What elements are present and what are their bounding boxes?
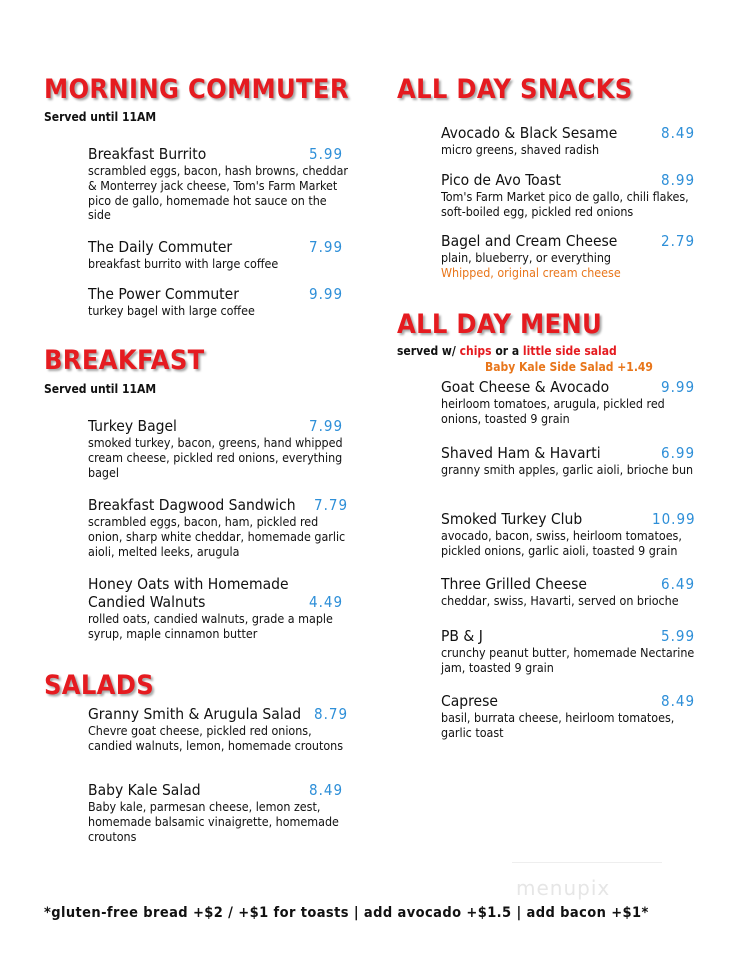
item-name: The Daily Commuter [88, 238, 233, 256]
item-description: rolled oats, candied walnuts, grade a maple syrup, maple cinnamon butter [88, 611, 333, 641]
menu-item [88, 496, 352, 559]
item-name: Baby Kale Salad [88, 781, 201, 799]
item-description: Baby kale, parmesan cheese, lemon zest, homemade balsamic vinaigrette, homemade croutons [88, 799, 339, 844]
menu-item [441, 575, 703, 609]
menu-item [88, 781, 352, 844]
item-description: turkey bagel with large coffee [88, 303, 255, 318]
menu-item [441, 510, 709, 559]
item-name: Shaved Ham & Havarti [441, 444, 601, 462]
item-name: Pico de Avo Toast [441, 171, 561, 189]
item-price: 7.99 [309, 417, 344, 435]
item-name: Smoked Turkey Club [441, 510, 583, 528]
item-name: Turkey Bagel [88, 417, 177, 435]
served-chips: chips [459, 344, 492, 358]
watermark-rule [512, 862, 662, 863]
item-price: 8.49 [661, 692, 696, 710]
morning-commuter-heading: MORNING COMMUTER [44, 74, 349, 105]
item-price: 6.99 [661, 444, 696, 462]
item-description: breakfast burrito with large coffee [88, 256, 279, 271]
item-price: 9.99 [309, 285, 344, 303]
item-price: 9.99 [661, 378, 696, 396]
item-description: scrambled eggs, bacon, hash browns, cheddar & Monterrey jack cheese, Tom's Farm Market pico de gallo, homemade hot sauce on the side [88, 163, 348, 223]
salads-heading: SALADS [44, 670, 155, 701]
menu-item [88, 705, 352, 754]
menu-item [441, 171, 703, 220]
item-name: Bagel and Cream Cheese [441, 232, 618, 250]
menu-item [88, 417, 352, 480]
item-price: 10.99 [652, 510, 696, 528]
menu-item [88, 285, 350, 319]
item-price: 4.49 [309, 593, 344, 611]
item-name: Avocado & Black Sesame [441, 124, 618, 142]
breakfast-heading: BREAKFAST [44, 345, 205, 376]
menu-item [88, 145, 350, 223]
footer-addons: *gluten-free bread +$2 / +$1 for toasts | add avocado +$1.5 | add bacon +$1* [44, 905, 649, 921]
menu-item [88, 238, 350, 272]
item-description: basil, burrata cheese, heirloom tomatoes, garlic toast [441, 710, 675, 740]
breakfast-served-note: Served until 11AM [44, 382, 157, 396]
item-description: scrambled eggs, bacon, ham, pickled red onion, sharp white cheddar, homemade garlic aioli, melted leeks, arugula [88, 514, 346, 559]
item-description: plain, blueberry, or everything [441, 250, 612, 265]
item-name: PB & J [441, 627, 483, 645]
item-description: Tom's Farm Market pico de gallo, chili flakes, soft-boiled egg, pickled red onions [441, 189, 689, 219]
served-prefix: served w/ [397, 344, 456, 358]
item-name: Honey Oats with Homemade [88, 575, 289, 593]
item-price: 7.99 [309, 238, 344, 256]
item-description: cheddar, swiss, Havarti, served on brioche [441, 593, 679, 608]
item-price: 8.99 [661, 171, 696, 189]
item-description: heirloom tomatoes, arugula, pickled red onions, toasted 9 grain [441, 396, 665, 426]
all-day-menu-heading: ALL DAY MENU [397, 309, 603, 340]
item-price: 5.99 [309, 145, 344, 163]
menu-item [441, 378, 703, 427]
kale-upsell: Baby Kale Side Salad +1.49 [485, 360, 653, 374]
menu-item [441, 232, 703, 281]
served-with-note [397, 344, 617, 358]
item-price: 8.49 [661, 124, 696, 142]
item-name: Goat Cheese & Avocado [441, 378, 610, 396]
cream-cheese-note: Whipped, original cream cheese [441, 264, 621, 280]
item-name: The Power Commuter [88, 285, 239, 303]
menu-item [441, 692, 703, 741]
item-price: 2.79 [661, 232, 696, 250]
item-description: smoked turkey, bacon, greens, hand whipped cream cheese, pickled red onions, everything bagel [88, 435, 343, 480]
item-name-line-2: Candied Walnuts [88, 593, 206, 611]
item-price: 6.49 [661, 575, 696, 593]
item-name: Three Grilled Cheese [441, 575, 587, 593]
menu-item [441, 627, 703, 676]
item-description: granny smith apples, garlic aioli, brioche bun [441, 462, 694, 477]
served-or: or a [495, 344, 520, 358]
served-salad: little side salad [522, 344, 617, 358]
menu-item [441, 444, 703, 478]
item-description: avocado, bacon, swiss, heirloom tomatoes, pickled onions, garlic aioli, toasted 9 grain [441, 528, 682, 558]
morning-served-note: Served until 11AM [44, 110, 157, 124]
item-name: Breakfast Dagwood Sandwich [88, 496, 296, 514]
menupix-watermark: menupix [516, 876, 611, 900]
item-price: 8.79 [314, 705, 349, 723]
item-price: 5.99 [661, 627, 696, 645]
item-price: 7.79 [314, 496, 349, 514]
item-description: Chevre goat cheese, pickled red onions, candied walnuts, lemon, homemade croutons [88, 723, 344, 753]
menu-item [441, 124, 703, 158]
all-day-snacks-heading: ALL DAY SNACKS [397, 74, 633, 105]
item-name: Granny Smith & Arugula Salad [88, 705, 302, 723]
item-description: crunchy peanut butter, homemade Nectarine jam, toasted 9 grain [441, 645, 695, 675]
item-price: 8.49 [309, 781, 344, 799]
item-description: micro greens, shaved radish [441, 142, 600, 157]
item-name: Breakfast Burrito [88, 145, 207, 163]
menu-item [88, 575, 352, 642]
item-name: Caprese [441, 692, 498, 710]
